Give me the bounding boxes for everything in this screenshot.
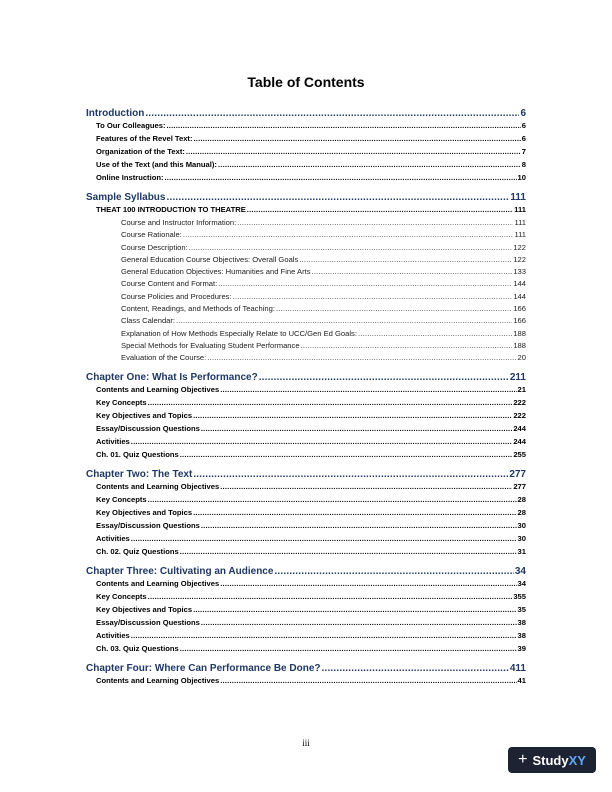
toc-entry-title: Introduction [86, 108, 145, 119]
toc-entry[interactable] [86, 108, 526, 121]
toc-entry-title: Evaluation of the Course: [121, 353, 207, 363]
toc-entry[interactable] [86, 218, 526, 230]
toc-leader [220, 676, 516, 685]
toc-leader [183, 230, 514, 239]
toc-entry-page: 166 [513, 304, 526, 314]
toc-entry[interactable] [86, 469, 526, 482]
toc-entry-page: 35 [517, 604, 526, 614]
toc-entry[interactable] [86, 304, 526, 316]
toc-leader [189, 243, 513, 252]
toc-entry-title: Special Methods for Evaluating Student Performance [121, 340, 300, 350]
toc-entry[interactable] [86, 534, 526, 547]
toc-entry-page: 188 [513, 340, 526, 350]
toc-entry[interactable] [86, 316, 526, 328]
toc-entry-page: 41 [517, 675, 526, 685]
studyxy-logo[interactable] [508, 747, 596, 773]
toc-entry[interactable] [86, 592, 526, 605]
toc-entry-title: General Education Objectives: Humanities and Fine Arts [121, 267, 311, 277]
toc-leader [193, 508, 516, 517]
toc-leader [301, 341, 513, 350]
toc-leader [193, 469, 508, 480]
brand-prefix: Study [532, 752, 569, 768]
toc-entry-title: Ch. 02. Quiz Questions [96, 546, 179, 556]
toc-entry-title: Explanation of How Methods Especially Relate to UCC/Gen Ed Goals: [121, 328, 357, 338]
toc-entry[interactable] [86, 450, 526, 463]
toc-entry-title: Chapter Three: Cultivating an Audience [86, 565, 274, 577]
toc-entry-page: 222 [513, 397, 526, 407]
page-number: iii [302, 738, 310, 748]
toc-entry-title: Essay/Discussion Questions [96, 423, 200, 433]
toc-entry-title: Activities [96, 630, 130, 640]
toc-leader [220, 482, 512, 491]
toc-entry-title: Activities [96, 436, 130, 446]
toc-entry-title: Features of the Revel Text: [96, 134, 193, 143]
toc-entry[interactable] [86, 134, 526, 147]
toc-entry[interactable] [86, 385, 526, 398]
toc-leader [299, 255, 512, 264]
toc-entry[interactable] [86, 605, 526, 618]
toc-leader [148, 592, 513, 601]
toc-leader [321, 663, 508, 674]
toc-entry-page: 111 [510, 192, 526, 203]
toc-leader [259, 372, 509, 383]
toc-entry-page: 28 [517, 494, 526, 504]
toc-entry[interactable] [86, 329, 526, 341]
toc-leader [194, 134, 521, 143]
toc-entry-title: Use of the Text (and this Manual): [96, 160, 217, 169]
toc-leader [166, 192, 509, 203]
toc-entry[interactable] [86, 160, 526, 173]
toc-entry-page: 39 [517, 643, 526, 653]
toc-entry-page: 8 [521, 160, 526, 169]
toc-entry[interactable] [86, 424, 526, 437]
toc-entry-page: 111 [514, 230, 526, 240]
toc-entry-title: THEAT 100 INTRODUCTION TO THEATRE [96, 205, 246, 214]
plus-icon: + [518, 751, 528, 768]
toc-leader [176, 316, 512, 325]
toc-leader [148, 495, 517, 504]
toc-leader [207, 353, 516, 362]
toc-entry-page: 133 [513, 267, 526, 277]
toc-entry-title: Course and Instructor Information: [121, 218, 237, 227]
toc-entry-page: 20 [517, 353, 526, 363]
toc-entry-title: Course Policies and Procedures: [121, 291, 232, 301]
toc-entry[interactable] [86, 243, 526, 255]
toc-entry-title: Ch. 01. Quiz Questions [96, 449, 179, 459]
toc-leader [312, 267, 513, 276]
toc-leader [145, 108, 519, 119]
toc-entry[interactable] [86, 579, 526, 592]
toc-leader [131, 534, 517, 543]
table-of-contents [86, 108, 526, 689]
toc-entry[interactable] [86, 147, 526, 160]
toc-leader [237, 218, 513, 227]
toc-entry-title: Course Content and Format: [121, 279, 218, 289]
toc-entry[interactable] [86, 341, 526, 353]
toc-entry[interactable] [86, 372, 526, 385]
toc-entry-title: Ch. 03. Quiz Questions [96, 643, 179, 653]
toc-leader [180, 450, 513, 459]
toc-leader [220, 385, 516, 394]
toc-leader [131, 631, 517, 640]
toc-entry-title: Key Concepts [96, 397, 147, 407]
toc-entry-title: Key Objectives and Topics [96, 604, 193, 614]
toc-entry[interactable] [86, 508, 526, 521]
toc-entry[interactable] [86, 173, 526, 186]
toc-entry-title: Contents and Learning Objectives [96, 481, 220, 491]
toc-entry-page: 411 [509, 662, 526, 674]
toc-leader [218, 160, 521, 169]
toc-entry-page: 111 [514, 218, 526, 227]
toc-entry-title: Content, Readings, and Methods of Teaching: [121, 304, 275, 314]
toc-entry-page: 34 [514, 565, 526, 577]
toc-entry[interactable] [86, 267, 526, 279]
toc-entry-page: 30 [517, 520, 526, 530]
toc-entry-page: 38 [517, 630, 526, 640]
toc-entry[interactable] [86, 121, 526, 134]
toc-entry-title: Class Calendar: [121, 316, 176, 326]
toc-entry-page: 6 [521, 134, 526, 143]
toc-entry[interactable] [86, 482, 526, 495]
toc-leader [180, 547, 517, 556]
toc-entry-title: Contents and Learning Objectives [96, 675, 220, 685]
page-title: Table of Contents [247, 74, 365, 90]
toc-leader [201, 424, 513, 433]
toc-entry-page: 166 [513, 316, 526, 326]
toc-entry-title: Key Objectives and Topics [96, 410, 193, 420]
toc-entry-page: 244 [513, 436, 526, 446]
toc-leader [131, 437, 513, 446]
toc-entry-title: Chapter Four: Where Can Performance Be Done? [86, 662, 321, 674]
toc-entry[interactable] [86, 618, 526, 631]
toc-entry[interactable] [86, 398, 526, 411]
toc-leader [201, 618, 517, 627]
toc-entry-page: 28 [517, 507, 526, 517]
toc-entry[interactable] [86, 663, 526, 676]
toc-entry-page: 122 [513, 254, 526, 264]
toc-leader [276, 304, 512, 313]
toc-entry[interactable] [86, 279, 526, 291]
toc-entry-title: Chapter One: What Is Performance? [86, 371, 258, 383]
toc-entry-page: 144 [513, 279, 526, 289]
toc-entry-page: 144 [513, 291, 526, 301]
toc-entry[interactable] [86, 353, 526, 365]
toc-leader [166, 121, 520, 130]
toc-entry-title: Course Rationale: [121, 230, 182, 240]
toc-entry-page: 122 [513, 242, 526, 252]
toc-entry-page: 188 [513, 328, 526, 338]
toc-entry[interactable] [86, 631, 526, 644]
toc-leader [165, 173, 517, 182]
toc-leader [233, 292, 513, 301]
toc-entry[interactable] [86, 205, 526, 218]
toc-entry-page: 38 [517, 617, 526, 627]
toc-entry[interactable] [86, 566, 526, 579]
toc-entry-title: General Education Course Objectives: Overall Goals [121, 254, 299, 264]
toc-entry[interactable] [86, 644, 526, 657]
toc-entry[interactable] [86, 437, 526, 450]
toc-entry[interactable] [86, 676, 526, 689]
toc-entry[interactable] [86, 547, 526, 560]
toc-entry-page: 355 [513, 591, 526, 601]
toc-entry-title: Key Objectives and Topics [96, 507, 193, 517]
toc-leader [180, 644, 517, 653]
toc-entry-title: Course Description: [121, 242, 188, 252]
toc-entry[interactable] [86, 255, 526, 267]
toc-entry-title: Sample Syllabus [86, 192, 166, 203]
toc-entry-title: Chapter Two: The Text [86, 468, 193, 480]
toc-entry-page: 244 [513, 423, 526, 433]
toc-entry-title: To Our Colleagues: [96, 121, 166, 130]
toc-entry-title: Essay/Discussion Questions [96, 520, 200, 530]
toc-leader [247, 205, 513, 214]
toc-leader [218, 279, 512, 288]
toc-entry-page: 277 [509, 468, 526, 480]
toc-entry-page: 6 [521, 121, 526, 130]
toc-entry-page: 222 [513, 410, 526, 420]
toc-entry-page: 31 [517, 546, 526, 556]
toc-entry-page: 30 [517, 533, 526, 543]
toc-entry-title: Activities [96, 533, 130, 543]
toc-entry-title: Key Concepts [96, 591, 147, 601]
brand-suffix: XY [568, 752, 586, 768]
toc-entry-title: Essay/Discussion Questions [96, 617, 200, 627]
toc-entry-page: 277 [513, 481, 526, 491]
toc-entry-page: 6 [520, 108, 526, 119]
toc-entry[interactable] [86, 192, 526, 205]
toc-leader [186, 147, 521, 156]
toc-leader [274, 566, 513, 577]
toc-entry[interactable] [86, 411, 526, 424]
toc-entry-page: 21 [517, 384, 526, 394]
toc-entry-title: Online Instruction: [96, 173, 164, 182]
toc-entry-page: 111 [514, 205, 526, 214]
toc-leader [358, 329, 512, 338]
toc-entry[interactable] [86, 230, 526, 242]
toc-entry[interactable] [86, 292, 526, 304]
toc-entry-page: 255 [513, 449, 526, 459]
toc-entry-page: 34 [517, 578, 526, 588]
toc-entry-title: Key Concepts [96, 494, 147, 504]
toc-entry[interactable] [86, 521, 526, 534]
toc-entry[interactable] [86, 495, 526, 508]
toc-entry-page: 10 [517, 173, 526, 182]
toc-entry-title: Organization of the Text: [96, 147, 185, 156]
toc-entry-title: Contents and Learning Objectives [96, 384, 220, 394]
toc-entry-page: 211 [509, 371, 526, 383]
toc-leader [148, 398, 513, 407]
toc-leader [193, 605, 516, 614]
toc-leader [201, 521, 517, 530]
toc-leader [220, 579, 516, 588]
toc-leader [193, 411, 512, 420]
toc-entry-page: 7 [521, 147, 526, 156]
toc-entry-title: Contents and Learning Objectives [96, 578, 220, 588]
